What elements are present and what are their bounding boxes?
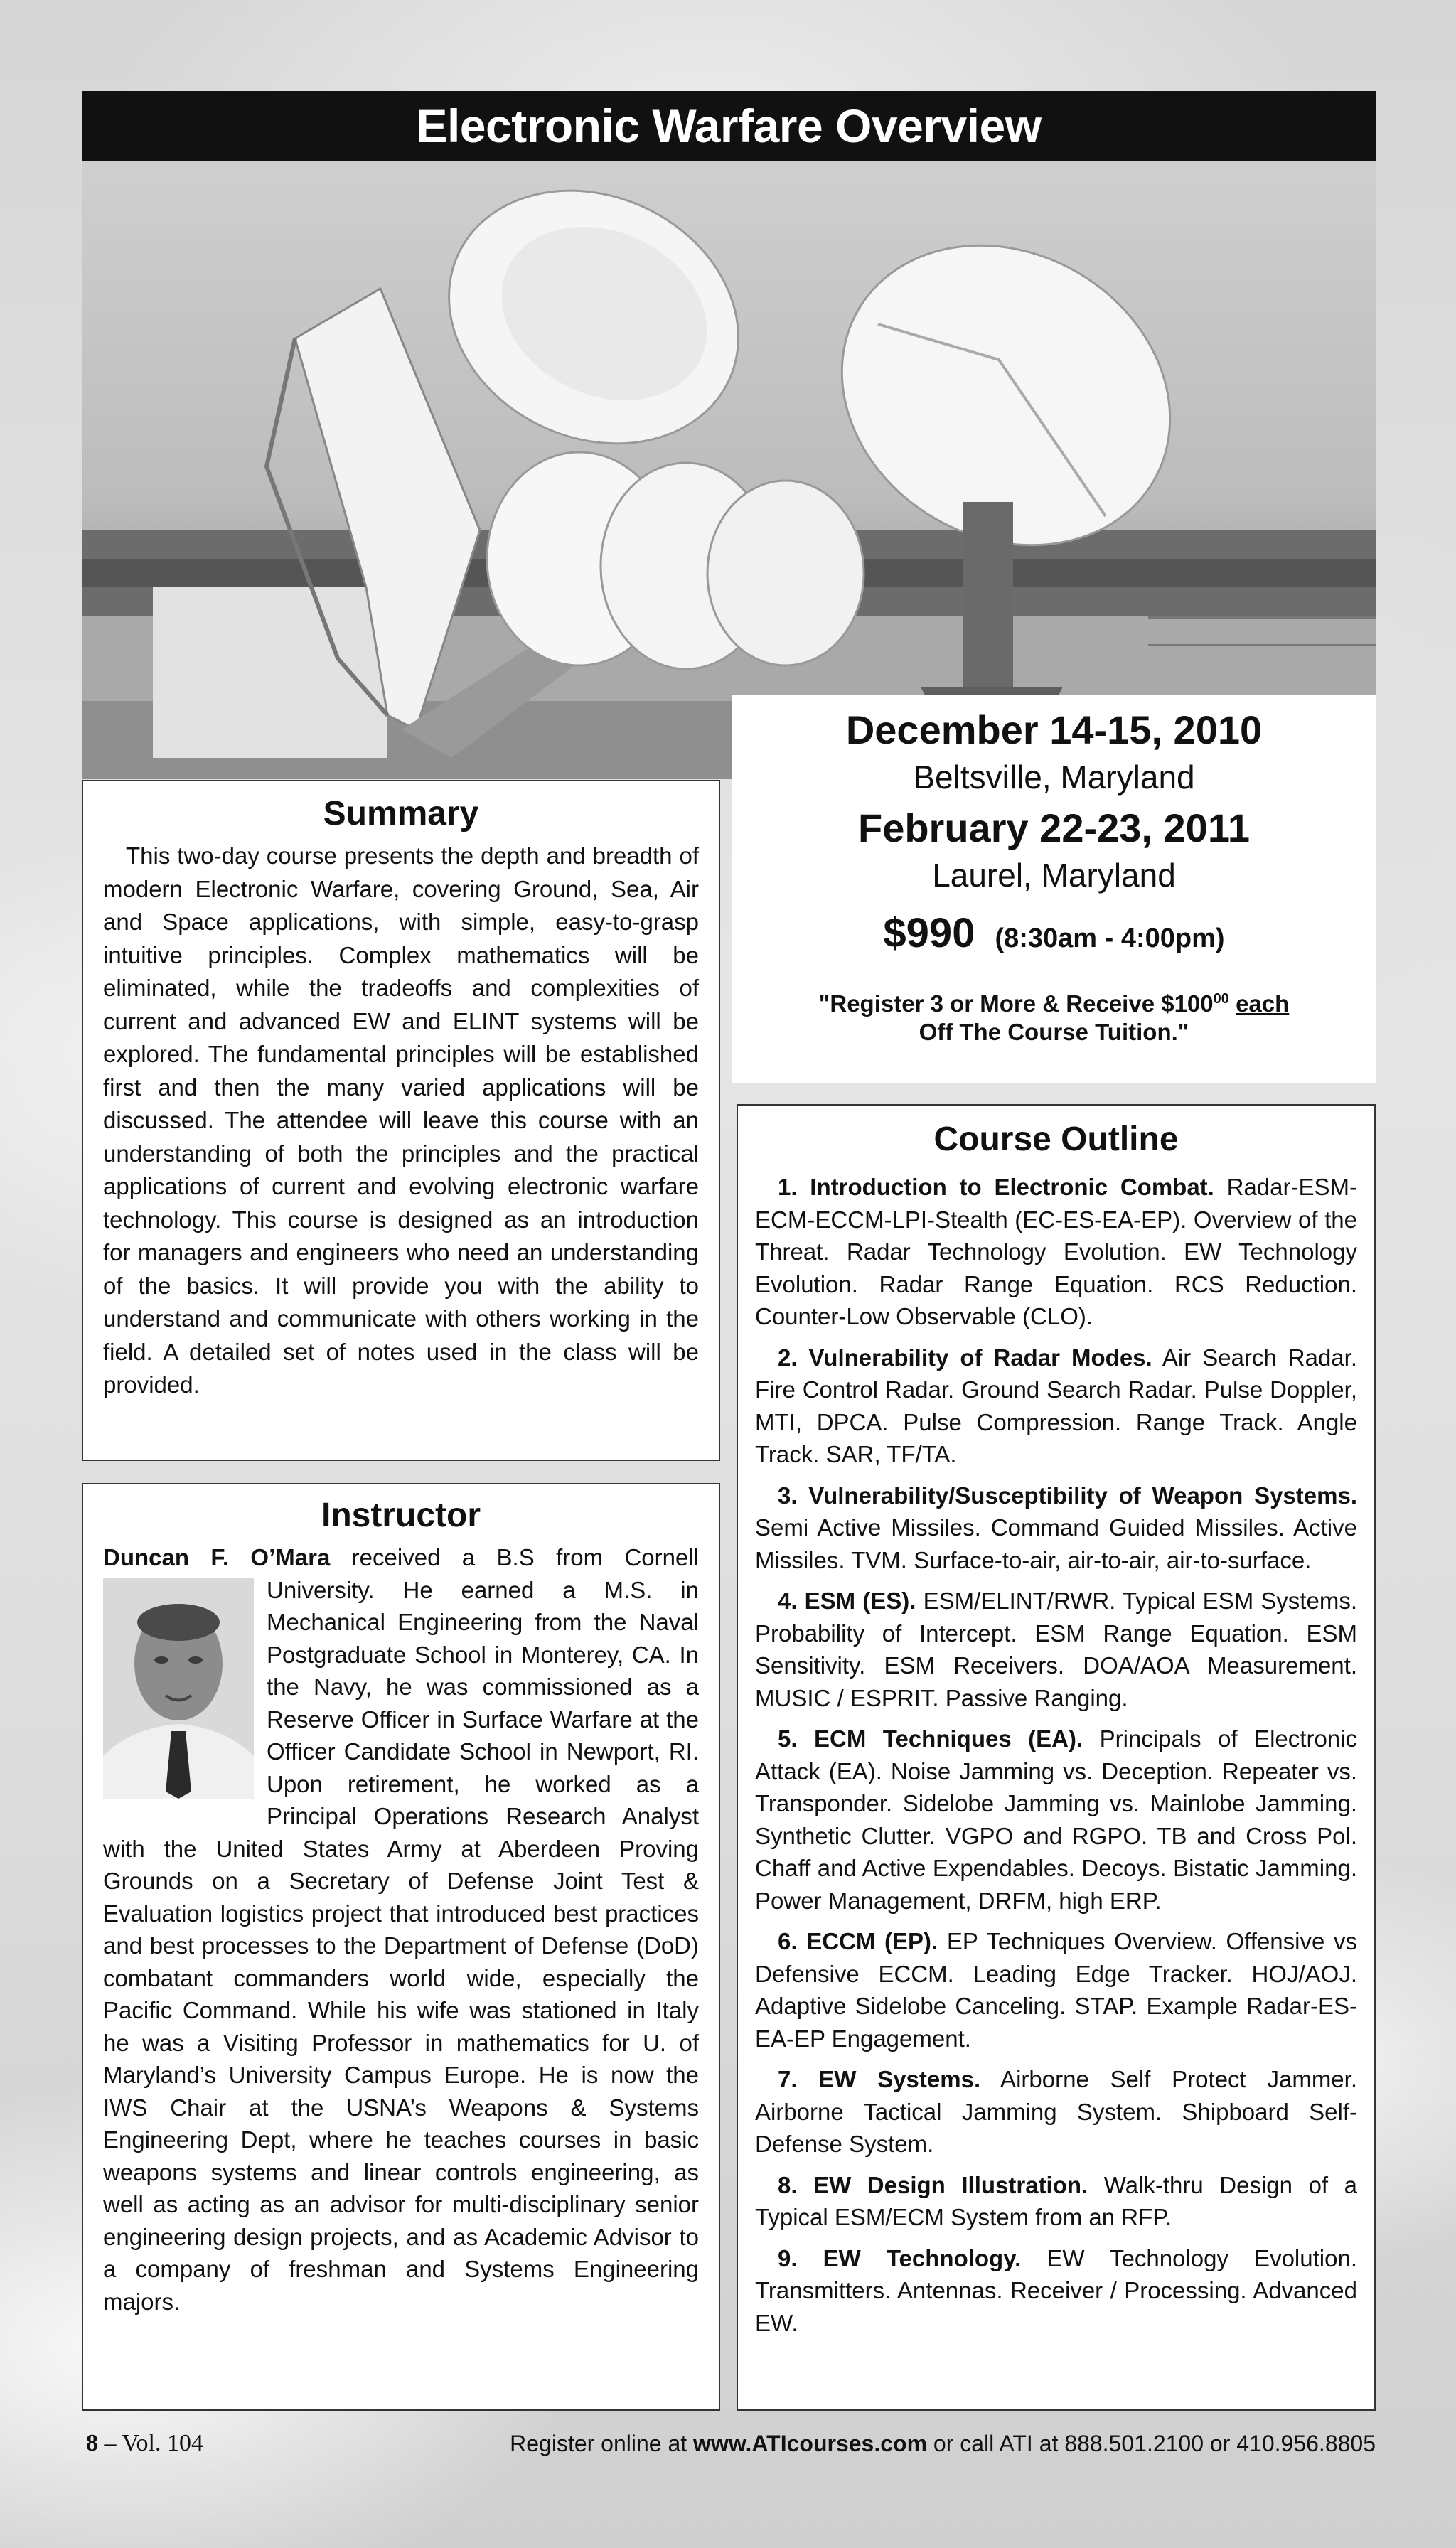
summary-heading: Summary [323, 795, 479, 833]
outline-item-text: Principals of Electronic Attack (EA). Noise Jamming vs. Deception. Repeater vs. Transponder. Sidelobe Jamming vs. Mainlobe Jamming. Synthetic Clutter. VGPO and RGPO. TB and Cross Pol. Chaff and Active Expendables. Decoys. Bistatic Jamming. Power Management, DRFM, high ERP. [755, 1725, 1357, 1914]
outline-item [755, 1171, 1357, 1333]
promo-each: each [1236, 990, 1290, 1017]
outline-item-text: Walk-thru Design of a Typical ESM/ECM System from an RFP. [755, 2171, 1357, 2230]
promo-prefix: "Register 3 or More & Receive $100 [818, 990, 1214, 1017]
summary-text: This two-day course presents the depth and breadth of modern Electronic Warfare, covering Ground, Sea, Air and Space applications, with simple, easy-to-grasp intuitive principles. Complex mathematics will be eliminated, while the tradeoffs and complexities of current and advanced EW and ELINT systems will be explored. The fundamental principles will be established first and then the many varied applications will be discussed. The attendee will leave this course with an understanding of both the principles and the practical applications of current and evolving electronic warfare technology. This course is designed as an introduction for managers and engineers who need an understanding of the basics. It will provide you with the ability to understand and communicate with others working in the field. A detailed set of notes used in the class will be provided. [103, 842, 699, 1398]
registration-info [510, 2426, 1376, 2461]
register-prefix: Register online at [510, 2431, 694, 2456]
instructor-bio-line1: received a B.S from Cornell University. [267, 1544, 700, 1603]
page-title: Electronic Warfare Overview [82, 91, 1376, 161]
outline-item [755, 2169, 1357, 2234]
outline-item [755, 1585, 1357, 1714]
outline-item [755, 2242, 1357, 2340]
page-number [86, 2426, 203, 2461]
session-date-2: February 22-23, 2011 [857, 805, 1251, 850]
group-discount-note [732, 985, 1376, 1046]
outline-item-title: 2. Vulnerability of Radar Modes. [778, 1344, 1152, 1371]
instructor-portrait [103, 1578, 254, 1799]
outline-item-text: Air Search Radar. Fire Control Radar. Ground Search Radar. Pulse Doppler, MTI, DPCA. Pulse Compression. Range Track. Angle Track. SAR, TF/TA. [755, 1344, 1357, 1467]
outline-item-title: 3. Vulnerability/Susceptibility of Weapon Systems. [778, 1482, 1357, 1509]
page-number-value: 8 [86, 2430, 98, 2456]
outline-item [755, 1925, 1357, 2055]
schedule-panel [732, 695, 1376, 1083]
summary-panel [82, 780, 720, 1461]
outline-item-text: Airborne Self Protect Jammer. Airborne Tactical Jamming System. Shipboard Self-Defense System. [755, 2066, 1357, 2157]
outline-item-title: 9. EW Technology. [778, 2244, 1022, 2271]
instructor-bio-rest: He earned a M.S. in Mechanical Engineering from the Naval Postgraduate School in Monterey, CA. In the Navy, he was commissioned as a Reserve Officer in Surface Warfare at the Officer Candidate School in Newport, RI. Upon retirement, he worked as a Principal Operations Research Analyst with the United States Army at Aberdeen Proving Grounds on a Secretary of Defense Joint Test & Evaluation logistics project that introduced best practices and best processes to the Department of Defense (DoD) combatant commanders world wide, especially the Pacific Command. While his wife was stationed in Italy he was a Visiting Professor in mathematics for U. of Maryland’s University Campus Europe. He is now the IWS Chair at the USNA’s Weapons & Systems Engineering Dept, where he teaches courses in basic weapons systems and linear controls engineering, as well as acting as an advisor for multi-disciplinary senior engineering design projects, and as Academic Advisor to a company of freshman and Systems Engineering majors. [103, 1576, 699, 2315]
outline-item [755, 1479, 1357, 1577]
course-outline-panel [737, 1104, 1376, 2411]
course-hours: (8:30am - 4:00pm) [995, 924, 1225, 953]
outline-item-text: Semi Active Missiles. Command Guided Missiles. Active Missiles. TVM. Surface-to-air, air-to-air, air-to-surface. [755, 1514, 1357, 1573]
outline-item-title: 8. EW Design Illustration. [778, 2171, 1088, 2198]
instructor-bio [103, 1541, 699, 2318]
outline-item-text: ESM/ELINT/RWR. Typical ESM Systems. Probability of Intercept. ESM Range Equation. ESM Sensitivity. ESM Receivers. DOA/AOA Measurement. MUSIC / ESPRIT. Passive Ranging. [755, 1588, 1357, 1711]
volume-label: – Vol. 104 [98, 2430, 204, 2456]
session-location-1: Beltsville, Maryland [913, 759, 1195, 796]
promo-cents: 00 [1213, 991, 1229, 1007]
session-date-1: December 14-15, 2010 [845, 707, 1263, 752]
outline-item-text: EP Techniques Overview. Offensive vs Defensive ECCM. Leading Edge Tracker. HOJ/AOJ. Adaptive Sidelobe Canceling. STAP. Example Radar-ES-EA-EP Engagement. [755, 1928, 1357, 2052]
satellite-dishes-photo [82, 161, 1376, 779]
outline-item [755, 2063, 1357, 2161]
price-line [732, 906, 1376, 972]
outline-item-text: Radar-ESM-ECM-ECCM-LPI-Stealth (EC-ES-EA-EP). Overview of the Threat. Radar Technology Evolution. EW Technology Evolution. Radar Range Equation. RCS Reduction. Counter-Low Observable (CLO). [755, 1174, 1357, 1329]
website-link[interactable]: www.ATIcourses.com [693, 2431, 928, 2456]
outline-item-text: EW Technology Evolution. Transmitters. Antennas. Receiver / Processing. Advanced EW. [755, 2244, 1357, 2336]
outline-item-title: 1. Introduction to Electronic Combat. [778, 1174, 1214, 1200]
session-location-2: Laurel, Maryland [932, 857, 1176, 894]
instructor-name: Duncan F. O’Mara [103, 1544, 331, 1570]
promo-suffix: Off The Course Tuition." [919, 1019, 1189, 1045]
outline-item [755, 1723, 1357, 1917]
outline-item-title: 5. ECM Techniques (EA). [778, 1725, 1083, 1752]
instructor-panel [82, 1483, 720, 2411]
phone-numbers: or call ATI at 888.501.2100 or 410.956.8805 [927, 2431, 1376, 2456]
page-footer [82, 2426, 1376, 2461]
outline-heading: Course Outline [933, 1120, 1179, 1158]
outline-item [755, 1342, 1357, 1471]
course-price: $990 [883, 910, 975, 956]
instructor-heading: Instructor [321, 1497, 481, 1534]
outline-item-title: 4. ESM (ES). [778, 1588, 916, 1614]
outline-item-title: 6. ECCM (EP). [778, 1928, 938, 1954]
outline-item-title: 7. EW Systems. [778, 2066, 981, 2092]
